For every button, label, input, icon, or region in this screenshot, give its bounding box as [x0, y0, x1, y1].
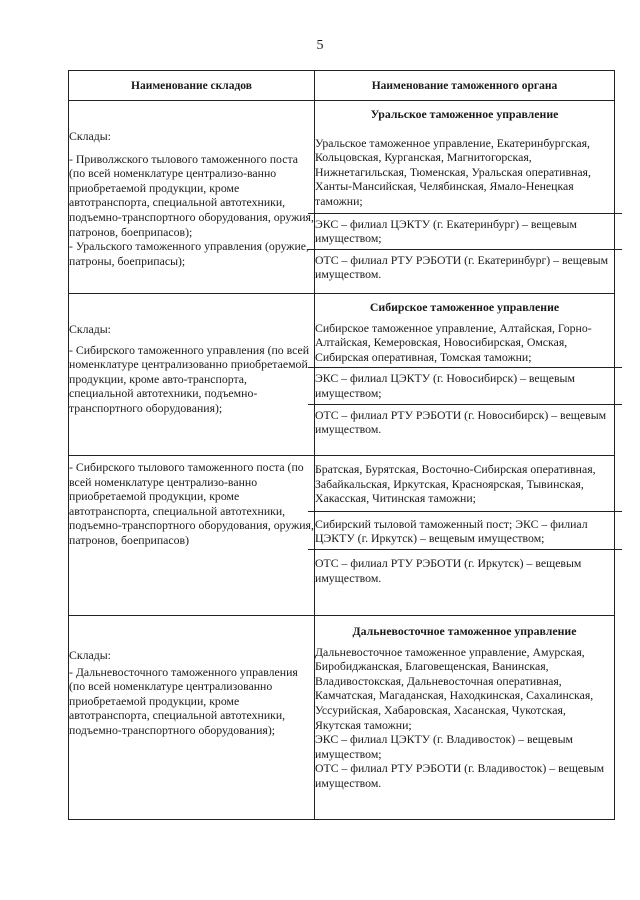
warehouses-cell: [69, 101, 315, 294]
eks-branch: Сибирский тыловой таможенный пост; ЭКС – филиал ЦЭКТУ (г. Иркутск) – вещевым имуществом;: [315, 516, 588, 546]
warehouse-item: - Уральского таможенного управления (оружие, патроны, боеприпасы);: [69, 239, 309, 268]
header-customs-body: Наименование таможенного органа: [315, 71, 615, 101]
ots-branch: ОТС – филиал РТУ РЭБОТИ (г. Новосибирск) – вещевым имуществом.: [315, 407, 607, 437]
office-title: Уральское таможенное управление: [370, 107, 559, 121]
warehouse-item: - Дальневосточного таможенного управления (по всей номенклатуре централизованно приобретаемой продукции, кроме автотранспорта, специальной автотехники, подъемно-транспортного оборудования);: [69, 664, 298, 737]
warehouses-label: Склады:: [69, 322, 111, 336]
warehouses-cell: [69, 456, 315, 616]
customs-cell: [315, 294, 615, 456]
eks-branch: ЭКС – филиал ЦЭКТУ (г. Владивосток) – вещевым имуществом;: [315, 732, 573, 761]
warehouse-item: - Сибирского тылового таможенного поста (по всей номенклатуре централизо-ванно приобретаемой продукции, кроме автотранспорта, специальной автотехники, подъемно-транспортного оборудования, оружия, патронов, боеприпасов): [69, 460, 314, 547]
table-row: [69, 616, 615, 820]
customs-list: Уральское таможенное управление, Екатеринбургская, Кольцовская, Курганская, Магнитогорская, Нижнетагильская, Тюменская, Уральская оперативная, Ханты-Мансийская, Челябинская, Ямало-Ненецкая таможни;: [315, 135, 591, 208]
warehouse-item: - Сибирского таможенного управления (по всей номенклатуре централизованно приобретаемой продукции, кроме авто-транспорта, специальной автотехники, подъемно-транспортного оборудования);: [69, 342, 310, 415]
ots-branch: ОТС – филиал РТУ РЭБОТИ (г. Владивосток) – вещевым имуществом.: [315, 761, 605, 790]
customs-list: Братская, Бурятская, Восточно-Сибирская оперативная, Забайкальская, Иркутская, Красноярская, Тывинская, Хакасская, Читинская таможни;: [315, 462, 596, 506]
eks-branch: ЭКС – филиал ЦЭКТУ (г. Новосибирск) – вещевым имуществом;: [315, 371, 575, 400]
warehouses-label: Склады:: [69, 129, 111, 143]
office-title: Сибирское таможенное управление: [369, 300, 560, 314]
ots-branch: ОТС – филиал РТУ РЭБОТИ (г. Иркутск) – вещевым имуществом.: [315, 555, 582, 585]
customs-cell: [315, 456, 615, 616]
office-title: Дальневосточное таможенное управление: [352, 624, 577, 638]
page-number: 5: [316, 38, 324, 53]
warehouses-table: [68, 70, 615, 820]
customs-list: Сибирское таможенное управление, Алтайская, Горно-Алтайская, Кемеровская, Новосибирская, Омская, Сибирская оперативная, Томская таможни;: [315, 320, 592, 364]
warehouse-item: - Приволжского тылового таможенного поста (по всей номенклатуре централизо-ванно приобретаемой продукции, кроме автотранспорта, специальной автотехники, подъемно-транспортного оборудования, оружия, патронов, боеприпасов);: [69, 151, 314, 239]
customs-list: Дальневосточное таможенное управление, Амурская, Биробиджанская, Благовещенская, Ванинская, Владивостокская, Дальневосточная оперативная, Камчатская, Магаданская, Находкинская, Сахалинская, Уссурийская, Хабаровская, Хасанская, Чукотская, Якутская таможни;: [315, 644, 594, 732]
table-row: [69, 456, 615, 616]
table-row: [69, 101, 615, 294]
customs-cell: [315, 101, 615, 294]
header-warehouses: Наименование складов: [69, 71, 315, 101]
warehouses-cell: [69, 294, 315, 456]
ots-branch: ОТС – филиал РТУ РЭБОТИ (г. Екатеринбург) – вещевым имуществом.: [315, 252, 609, 282]
customs-cell: [315, 616, 615, 820]
eks-branch: ЭКС – филиал ЦЭКТУ (г. Екатеринбург) – вещевым имуществом;: [315, 216, 577, 246]
table-row: [69, 294, 615, 456]
warehouses-label: Склады:: [69, 648, 111, 662]
table-header-row: [69, 71, 615, 101]
warehouses-cell: [69, 616, 315, 820]
